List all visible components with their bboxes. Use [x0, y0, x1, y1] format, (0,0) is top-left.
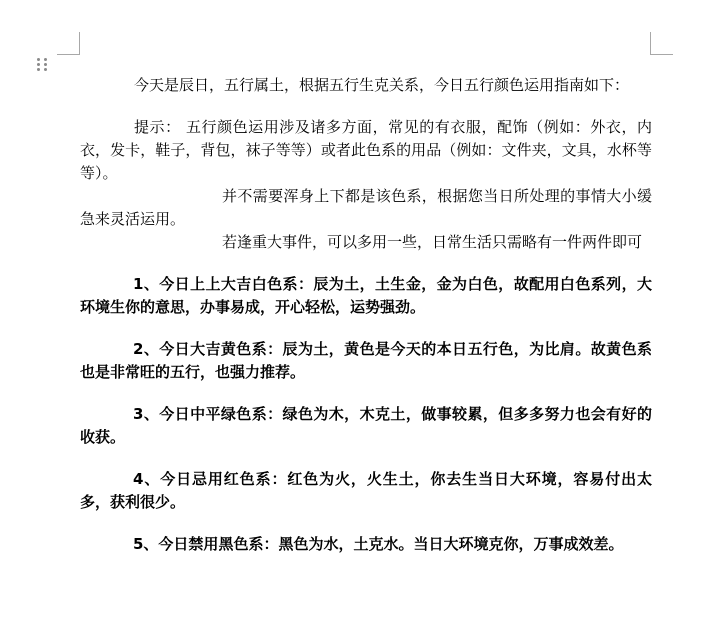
blank-line — [80, 449, 652, 468]
list-item[interactable]: 2、今日大吉黄色系：辰为土，黄色是今天的本日五行色，为比肩。故黄色系也是非常旺的五行，也强力推荐。 — [80, 340, 652, 381]
blank-line — [80, 97, 652, 116]
list-item[interactable]: 1、今日上上大吉白色系：辰为土，土生金，金为白色，故配用白色系列，大环境生你的意思，办事易成，开心轻松，运势强劲。 — [80, 275, 652, 316]
tip-paragraph[interactable]: 提示： 五行颜色运用涉及诸多方面，常见的有衣服，配饰（例如：外衣，内衣，发卡，鞋子，背包，袜子等等）或者此色系的用品（例如：文件夹，文具，水杯等等）。 — [80, 118, 652, 182]
blank-line — [80, 319, 652, 338]
list-item[interactable]: 4、今日忌用红色系：红色为火，火生土，你去生当日大环境，容易付出太多，获利很少。 — [80, 470, 652, 511]
paragraph-drag-handle-icon[interactable] — [37, 58, 49, 72]
page-margin-corner-top-right — [650, 32, 673, 55]
page-margin-corner-top-left — [57, 32, 80, 55]
usage-paragraph[interactable]: 并不需要浑身上下都是该色系，根据您当日所处理的事情大小缓急来灵活运用。 — [80, 187, 652, 228]
document-body[interactable] — [80, 74, 652, 556]
intro-paragraph[interactable]: 今天是辰日，五行属土，根据五行生克关系，今日五行颜色运用指南如下： — [134, 76, 630, 94]
blank-line — [80, 384, 652, 403]
major-event-paragraph[interactable]: 若逢重大事件，可以多用一些，日常生活只需略有一件两件即可 — [222, 233, 643, 251]
blank-line — [80, 514, 652, 533]
list-item[interactable]: 5、今日禁用黑色系：黑色为水，土克水。当日大环境克你，万事成效差。 — [133, 535, 624, 553]
blank-line — [80, 254, 652, 273]
list-item[interactable]: 3、今日中平绿色系：绿色为木，木克土，做事较累，但多多努力也会有好的收获。 — [80, 405, 652, 446]
